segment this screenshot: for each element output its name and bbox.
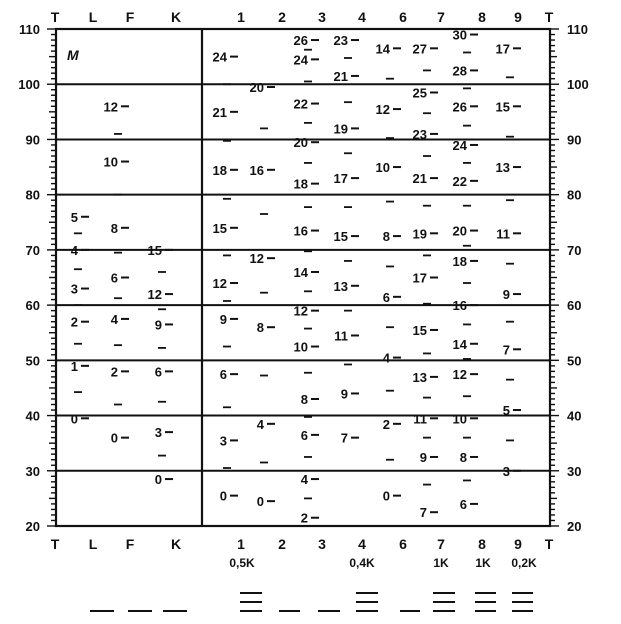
scale-value: 0 <box>110 430 118 446</box>
scale-value: 11 <box>413 411 427 427</box>
bottom-column-label: L <box>88 536 98 552</box>
scale-value: 6 <box>154 364 162 380</box>
top-column-label: F <box>125 9 135 25</box>
scale-value: 28 <box>452 63 467 79</box>
panel-letter: M <box>67 47 79 63</box>
scale-value: 6 <box>110 270 118 286</box>
scale-value: 21 <box>212 104 227 120</box>
scale-value: 17 <box>333 171 348 187</box>
right-axis-label: 110 <box>567 22 588 37</box>
scale-value: 9 <box>340 386 348 402</box>
scale-value: 21 <box>333 68 348 84</box>
scale-value: 4 <box>256 416 264 432</box>
scale-value: 18 <box>452 253 467 269</box>
scale-value: 12 <box>147 287 162 303</box>
scale-value: 15 <box>412 322 427 338</box>
scale-value: 22 <box>452 173 467 189</box>
left-axis-label: 110 <box>19 22 40 37</box>
scale-value: 9 <box>502 287 510 303</box>
scale-value: 13 <box>412 369 427 385</box>
scale-value: 7 <box>340 430 348 446</box>
right-axis-label: 60 <box>567 298 582 314</box>
top-column-label: 9 <box>514 9 522 25</box>
bottom-column-label: 7 <box>437 536 445 552</box>
scale-value: 6 <box>219 367 227 383</box>
top-column-label: K <box>170 9 182 25</box>
scale-value: 8 <box>459 449 467 465</box>
left-axis-label: 70 <box>25 242 40 258</box>
scale-value: 11 <box>496 226 510 242</box>
scale-value: 2 <box>300 510 308 526</box>
scale-value: 14 <box>293 264 308 280</box>
scale-value: 27 <box>412 41 427 57</box>
scale-value: 0 <box>219 488 227 504</box>
scale-value: 4 <box>70 242 78 258</box>
scale-value: 19 <box>333 121 348 137</box>
scale-value: 0 <box>70 411 78 427</box>
scale-value: 0 <box>256 494 264 510</box>
scale-value: 10 <box>452 411 467 427</box>
scale-value: 7 <box>419 505 427 521</box>
bottom-column-label: 2 <box>278 536 286 552</box>
scale-value: 26 <box>452 99 467 115</box>
scale-value: 24 <box>212 49 227 65</box>
scale-value: 12 <box>293 303 308 319</box>
scale-value: 15 <box>333 229 348 245</box>
left-axis-label: 100 <box>18 77 40 93</box>
scale-value: 4 <box>382 350 390 366</box>
scale-value: 21 <box>412 171 427 187</box>
scale-value: 12 <box>103 99 118 115</box>
left-axis-label: 60 <box>25 298 40 314</box>
top-column-label: 6 <box>399 9 407 25</box>
scale-value: 8 <box>382 229 390 245</box>
scale-value: 12 <box>249 251 264 267</box>
bottom-column-label: 3 <box>318 536 326 552</box>
scale-value: 16 <box>293 223 308 239</box>
scale-value: 18 <box>212 162 227 178</box>
top-column-label: 4 <box>358 9 366 25</box>
right-axis-label: 90 <box>567 132 582 148</box>
scale-value: 8 <box>110 220 118 236</box>
scale-value: 13 <box>333 278 348 294</box>
scale-value: 6 <box>300 427 308 443</box>
scale-value: 12 <box>375 102 390 118</box>
scale-value: 20 <box>293 135 308 151</box>
top-column-label: T <box>50 9 60 25</box>
scale-value: 17 <box>495 41 510 57</box>
top-column-label: L <box>88 9 98 25</box>
scale-value: 15 <box>495 99 510 115</box>
scale-value: 12 <box>452 367 467 383</box>
scale-value: 4 <box>110 311 118 327</box>
bottom-column-label: 8 <box>478 536 486 552</box>
top-column-label: T <box>544 9 554 25</box>
scale-value: 20 <box>452 223 467 239</box>
bottom-column-label: 1 <box>237 536 245 552</box>
scale-value: 6 <box>459 496 467 512</box>
left-axis-label: 40 <box>25 408 40 424</box>
scale-value: 11 <box>334 328 348 344</box>
scale-value: 22 <box>293 96 308 112</box>
scale-value: 25 <box>412 85 427 101</box>
right-axis-label: 20 <box>567 519 582 534</box>
factor-label: 1K <box>433 556 449 570</box>
scale-value: 0 <box>154 472 162 488</box>
factor-label: 1K <box>475 556 491 570</box>
scale-value: 3 <box>219 433 227 449</box>
scale-value: 24 <box>293 52 308 68</box>
scale-value: 5 <box>70 209 78 225</box>
scale-value: 18 <box>293 176 308 192</box>
scale-value: 3 <box>70 281 78 297</box>
left-axis-label: 80 <box>25 187 40 203</box>
bottom-column-label: T <box>50 536 60 552</box>
scale-value: 10 <box>293 339 308 355</box>
factor-label: 0,5K <box>229 556 255 570</box>
scale-value: 10 <box>375 160 390 176</box>
right-axis-label: 50 <box>567 353 582 369</box>
top-column-label: 2 <box>278 9 286 25</box>
factor-label: 0,4K <box>349 556 375 570</box>
factor-label: 0,2K <box>511 556 537 570</box>
scale-value: 10 <box>103 154 118 170</box>
scale-value: 9 <box>219 311 227 327</box>
scale-value: 19 <box>412 226 427 242</box>
scale-value: 0 <box>382 488 390 504</box>
scale-value: 7 <box>502 342 510 358</box>
scale-value: 20 <box>249 79 264 95</box>
scale-value: 14 <box>375 41 390 57</box>
scale-value: 14 <box>452 336 467 352</box>
scale-value: 9 <box>419 449 427 465</box>
top-column-label: 3 <box>318 9 326 25</box>
left-axis-label: 20 <box>25 519 40 534</box>
scale-value: 9 <box>154 317 162 333</box>
scale-value: 15 <box>212 220 227 236</box>
scale-value: 16 <box>249 162 264 178</box>
bottom-column-label: 6 <box>399 536 407 552</box>
bottom-column-label: 9 <box>514 536 522 552</box>
bottom-column-label: F <box>125 536 135 552</box>
scale-value: 6 <box>382 289 390 305</box>
scale-value: 5 <box>502 403 510 419</box>
scale-value: 3 <box>154 425 162 441</box>
top-column-label: 7 <box>437 9 445 25</box>
scale-value: 1 <box>70 358 78 374</box>
right-axis-label: 80 <box>567 187 582 203</box>
scale-value: 15 <box>147 242 162 258</box>
scale-value: 23 <box>333 33 348 49</box>
scale-value: 2 <box>110 364 118 380</box>
left-axis-label: 30 <box>25 463 40 479</box>
right-axis-label: 30 <box>567 463 582 479</box>
right-axis-label: 100 <box>567 77 589 93</box>
top-column-label: 1 <box>237 9 245 25</box>
right-axis-label: 40 <box>567 408 582 424</box>
scale-value: 13 <box>495 160 510 176</box>
scale-value: 3 <box>502 463 510 479</box>
scale-value: 30 <box>452 27 467 43</box>
left-axis-label: 90 <box>25 132 40 148</box>
bottom-column-label: 4 <box>358 536 366 552</box>
scale-value: 26 <box>293 33 308 49</box>
bottom-column-label: T <box>544 536 554 552</box>
scale-value: 8 <box>300 391 308 407</box>
scale-value: 2 <box>70 314 78 330</box>
scale-value: 24 <box>452 137 467 153</box>
scale-value: 8 <box>256 320 264 336</box>
top-column-label: 8 <box>478 9 486 25</box>
scale-value: 4 <box>300 472 308 488</box>
scale-value: 2 <box>382 416 390 432</box>
scale-value: 16 <box>452 298 467 314</box>
right-axis-label: 70 <box>567 242 582 258</box>
scale-value: 23 <box>412 126 427 142</box>
scale-value: 12 <box>212 276 227 292</box>
scale-value: 17 <box>412 270 427 286</box>
bottom-column-label: K <box>170 536 182 552</box>
left-axis-label: 50 <box>25 353 40 369</box>
